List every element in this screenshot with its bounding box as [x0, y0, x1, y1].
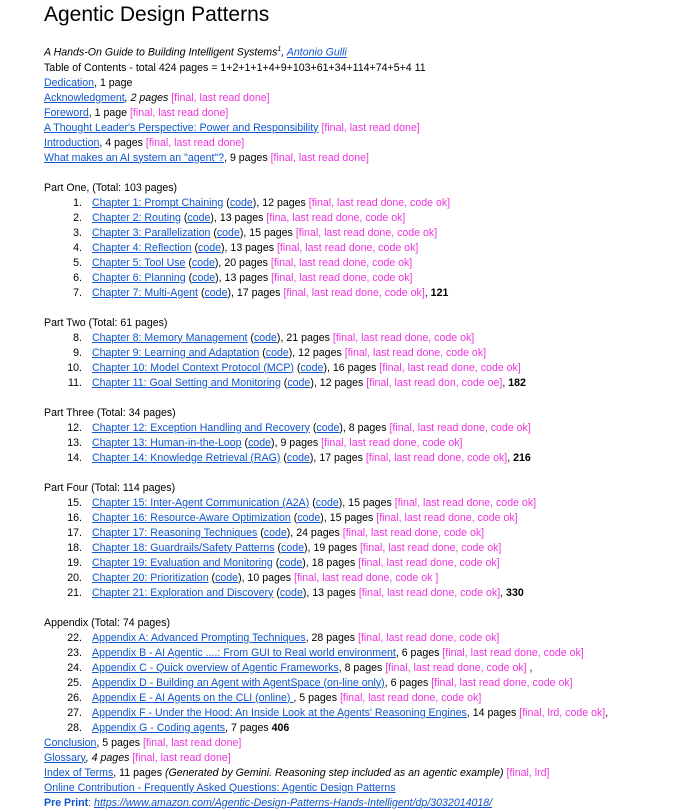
- chapter-pages: 12 pages: [319, 376, 364, 389]
- chapter-number: 18.: [67, 541, 82, 554]
- code-link[interactable]: code: [265, 346, 289, 359]
- appendix-pages: , 6 pages: [384, 676, 432, 689]
- appendix-number: 28.: [67, 721, 82, 734]
- appendix-pages: , 5 pages: [293, 691, 340, 704]
- chapter-item: [44, 541, 694, 556]
- chapter-link[interactable]: Chapter 10: Model Context Protocol (MCP): [92, 361, 294, 374]
- chapter-pages: 20 pages: [224, 256, 268, 269]
- paren-open: (: [241, 436, 249, 449]
- code-link[interactable]: code: [287, 376, 311, 389]
- appendix-pages: , 28 pages: [305, 631, 359, 644]
- paren-open: (: [290, 511, 298, 524]
- appendix-link[interactable]: Appendix G - Coding agents: [92, 721, 226, 734]
- paren-open: (: [293, 361, 301, 374]
- chapter-status: [final, last read done, code ok]: [332, 331, 475, 344]
- appendix-tail: ,: [526, 661, 533, 674]
- chapter-link[interactable]: Chapter 18: Guardrails/Safety Patterns: [92, 541, 275, 554]
- chapter-item: [44, 271, 694, 286]
- chapter-status: [final, last read done, code ok]: [276, 241, 419, 254]
- paren-close: ),: [239, 226, 250, 239]
- paren-open: (: [180, 211, 188, 224]
- chapter-link[interactable]: Chapter 7: Multi-Agent: [92, 286, 198, 299]
- chapter-item: [44, 346, 694, 361]
- chapter-item: [44, 256, 694, 271]
- chapter-item: [44, 286, 694, 301]
- chapter-item: [44, 436, 694, 451]
- appendix-status: [final, last read done, code ok]: [431, 676, 573, 689]
- chapter-link[interactable]: Chapter 11: Goal Setting and Monitoring: [92, 376, 281, 389]
- chapter-pages: 24 pages: [296, 526, 340, 539]
- chapter-status: [final, last read done, code ok]: [359, 541, 502, 554]
- front-matter-item: [44, 91, 694, 106]
- conclusion-link[interactable]: Conclusion: [44, 736, 97, 749]
- code-link[interactable]: code: [286, 451, 310, 464]
- chapter-item: [44, 421, 694, 436]
- paren-close: ),: [271, 436, 281, 449]
- conclusion-pages: , 5 pages: [96, 736, 143, 749]
- paren-close: ),: [286, 526, 297, 539]
- chapter-number: 1.: [73, 196, 82, 209]
- author-link[interactable]: Antonio Gulli: [286, 46, 347, 59]
- paren-open: (: [280, 376, 288, 389]
- paren-close: ),: [252, 196, 263, 209]
- chapter-status: [fina, last read done, code ok]: [266, 211, 406, 224]
- code-link[interactable]: code: [253, 331, 277, 344]
- preprint-separator: :: [88, 796, 95, 809]
- appendix-status: [final, last read done, code ok]: [385, 661, 527, 674]
- chapter-status: [final, last read done, code ok]: [365, 451, 508, 464]
- paren-open: (: [309, 496, 316, 509]
- preprint-url-link[interactable]: https://www.amazon.com/Agentic-Design-Patterns-Hands-Intelligent/dp/3032014018/: [94, 796, 493, 809]
- parts-list: [44, 166, 694, 601]
- paren-close: ),: [238, 571, 248, 584]
- paren-close: ),: [309, 451, 320, 464]
- part-running-total: 182: [508, 376, 526, 389]
- chapter-status: [final, last read done, code ok]: [358, 586, 501, 599]
- appendix-link[interactable]: Appendix E - AI Agents on the CLI (online): [92, 691, 294, 704]
- chapter-item: [44, 226, 694, 241]
- chapter-link[interactable]: Chapter 4: Reflection: [92, 241, 192, 254]
- comma: ,: [507, 451, 514, 464]
- appendix-pages: , 6 pages: [395, 646, 443, 659]
- part-heading: Part Three (Total: 34 pages): [44, 406, 176, 419]
- footnote-marker: 1: [277, 46, 282, 53]
- chapter-item: [44, 196, 694, 211]
- chapter-pages: 17 pages: [236, 286, 281, 299]
- chapter-number: 14.: [67, 451, 82, 464]
- code-link[interactable]: code: [198, 241, 221, 254]
- chapter-pages: 18 pages: [311, 556, 356, 569]
- chapter-link[interactable]: Chapter 17: Reasoning Techniques: [92, 526, 258, 539]
- chapter-pages: 13 pages: [219, 211, 264, 224]
- chapter-status: [final, last read done, code ok]: [283, 286, 425, 299]
- code-link[interactable]: code: [191, 256, 215, 269]
- chapter-status: [final, last read done, code ok]: [358, 556, 500, 569]
- chapter-status: [final, last read done, code ok ]: [294, 571, 439, 584]
- front-matter-item: [44, 151, 694, 166]
- part-running-total: 121: [430, 286, 449, 299]
- appendix-item: [44, 661, 694, 676]
- subtitle-line: [44, 42, 694, 61]
- code-link[interactable]: code: [300, 361, 324, 374]
- chapter-status: [final, last read done, code ok]: [271, 271, 413, 284]
- chapter-item: [44, 586, 694, 601]
- appendix-link[interactable]: Appendix A: Advanced Prompting Techniques: [92, 631, 306, 644]
- appendix-item: [44, 706, 694, 721]
- front-matter-link[interactable]: Foreword: [44, 106, 89, 119]
- front-matter-status: [final, last read done]: [321, 121, 420, 134]
- chapter-pages: 12 pages: [262, 196, 306, 209]
- chapter-number: 11.: [68, 376, 82, 389]
- chapter-item: [44, 211, 694, 226]
- front-matter-item: [44, 106, 694, 121]
- chapter-status: [final, last read done, code ok]: [394, 496, 537, 509]
- appendix-link[interactable]: Appendix B - AI Agentic ....: From GUI to Real world environment: [92, 646, 396, 659]
- code-link[interactable]: code: [297, 511, 321, 524]
- chapter-number: 13.: [67, 436, 82, 449]
- appendix-pages: , 14 pages: [466, 706, 520, 719]
- paren-close: ),: [338, 496, 349, 509]
- paren-open: (: [274, 541, 282, 554]
- preprint-label: Pre Print: [44, 796, 89, 809]
- chapter-status: [final, last read done, code ok]: [342, 526, 485, 539]
- chapter-item: [44, 571, 694, 586]
- paren-close: ),: [310, 376, 320, 389]
- chapter-number: 6.: [73, 271, 82, 284]
- front-matter-item: [44, 121, 694, 136]
- chapter-pages: 15 pages: [329, 511, 374, 524]
- chapter-pages: 15 pages: [249, 226, 293, 239]
- code-link[interactable]: code: [187, 211, 211, 224]
- appendix-number: 26.: [67, 691, 82, 704]
- glossary-link[interactable]: Glossary: [44, 751, 86, 764]
- paren-close: ),: [320, 511, 330, 524]
- chapter-item: [44, 241, 694, 256]
- chapter-link[interactable]: Chapter 3: Parallelization: [92, 226, 211, 239]
- paren-open: (: [198, 286, 205, 299]
- part-heading: Part One, (Total: 103 pages): [44, 181, 178, 194]
- chapter-number: 21.: [67, 586, 82, 599]
- chapter-pages: 16 pages: [332, 361, 377, 374]
- front-matter-link[interactable]: A Thought Leader's Perspective: Power and Responsibility: [44, 121, 319, 134]
- front-matter-link[interactable]: Introduction: [44, 136, 100, 149]
- appendix-status: [final, last read done, code ok]: [339, 691, 482, 704]
- appendix-status: [final, last read done, code ok]: [442, 646, 584, 659]
- paren-open: (: [191, 241, 199, 254]
- chapter-pages: 21 pages: [286, 331, 330, 344]
- code-link[interactable]: code: [315, 496, 339, 509]
- paren-open: (: [247, 331, 254, 344]
- paren-open: (: [273, 586, 280, 599]
- toc-summary: Table of Contents - total 424 pages = 1+2+1+1+4+9+103+61+34+114+74+5+4 11: [44, 61, 426, 74]
- appendix-pages: , 7 pages: [225, 721, 272, 734]
- chapter-pages: 15 pages: [348, 496, 392, 509]
- paren-open: (: [185, 256, 192, 269]
- appendix-number: 22.: [67, 631, 82, 644]
- online-contribution-line: [44, 781, 694, 796]
- front-matter-list: [44, 76, 694, 166]
- appendix-number: 24.: [67, 661, 82, 674]
- paren-close: ),: [276, 331, 287, 344]
- paren-close: ),: [302, 586, 313, 599]
- appendix-item: [44, 676, 694, 691]
- paren-close: ),: [210, 211, 220, 224]
- glossary-pages: , 4 pages: [85, 751, 133, 764]
- chapter-status: [final, last read done, code ok]: [295, 226, 438, 239]
- appendix-link[interactable]: Appendix D - Building an Agent with AgentSpace (on-line only): [92, 676, 385, 689]
- document-title: Agentic Design Patterns: [44, 3, 270, 26]
- chapter-number: 3.: [73, 226, 82, 239]
- part-running-total: 330: [506, 586, 524, 599]
- code-link[interactable]: code: [216, 226, 240, 239]
- paren-open: (: [257, 526, 264, 539]
- spacer: [44, 301, 694, 316]
- appendix-status: [final, last read done, code ok]: [358, 631, 500, 644]
- spacer: [44, 166, 694, 181]
- chapter-number: 16.: [67, 511, 82, 524]
- chapter-link[interactable]: Chapter 20: Prioritization: [92, 571, 209, 584]
- part-running-total: 216: [513, 451, 531, 464]
- paren-close: ),: [304, 541, 314, 554]
- chapter-link[interactable]: Chapter 2: Routing: [92, 211, 181, 224]
- code-link[interactable]: code: [215, 571, 239, 584]
- appendix-list: [44, 631, 694, 736]
- chapter-number: 17.: [67, 526, 82, 539]
- chapter-link[interactable]: Chapter 8: Memory Management: [92, 331, 248, 344]
- paren-close: ),: [221, 241, 231, 254]
- appendix-link[interactable]: Appendix C - Quick overview of Agentic Frameworks: [92, 661, 339, 674]
- chapter-link[interactable]: Chapter 12: Exception Handling and Recovery: [92, 421, 310, 434]
- paren-close: ),: [302, 556, 312, 569]
- chapter-link[interactable]: Chapter 1: Prompt Chaining: [92, 196, 224, 209]
- appendix-number: 23.: [67, 646, 82, 659]
- front-matter-pages: , 4 pages: [99, 136, 146, 149]
- appendix-tail: ,: [605, 706, 609, 719]
- chapter-item: [44, 376, 694, 391]
- chapter-link[interactable]: Chapter 21: Exploration and Discovery: [92, 586, 274, 599]
- appendix-item: [44, 721, 694, 736]
- chapter-pages: 12 pages: [298, 346, 342, 359]
- front-matter-status: [final, last read done]: [145, 136, 245, 149]
- front-matter-pages: , 1 page: [94, 76, 133, 89]
- chapter-item: [44, 511, 694, 526]
- chapter-pages: 13 pages: [230, 241, 275, 254]
- part-heading: Part Two (Total: 61 pages): [44, 316, 168, 329]
- front-matter-pages: , 1 page: [88, 106, 130, 119]
- appendix-status: [final, lrd, code ok]: [519, 706, 606, 719]
- front-matter-status: [final, last read done]: [129, 106, 229, 119]
- chapter-status: [final, last read done, code ok]: [344, 346, 487, 359]
- code-link[interactable]: code: [263, 526, 287, 539]
- paren-open: (: [272, 556, 280, 569]
- chapter-link[interactable]: Chapter 19: Evaluation and Monitoring: [92, 556, 273, 569]
- subtitle-text: A Hands-On Guide to Building Intelligent Systems: [44, 46, 278, 59]
- chapter-pages: 8 pages: [348, 421, 387, 434]
- chapter-link[interactable]: Chapter 15: Inter-Agent Communication (A2A): [92, 496, 310, 509]
- appendix-heading: Appendix (Total: 74 pages): [44, 616, 171, 629]
- chapter-number: 20.: [67, 571, 82, 584]
- chapter-number: 7.: [73, 286, 82, 299]
- paren-close: ),: [227, 286, 237, 299]
- index-note: (Generated by Gemini. Reasoning step included as an agentic example): [164, 766, 504, 779]
- code-link[interactable]: code: [279, 556, 303, 569]
- paren-close: ),: [323, 361, 333, 374]
- chapter-item: [44, 496, 694, 511]
- part-heading: Part Four (Total: 114 pages): [44, 481, 176, 494]
- paren-open: (: [280, 451, 287, 464]
- front-matter-link[interactable]: Dedication: [44, 76, 95, 89]
- chapter-link[interactable]: Chapter 9: Learning and Adaptation: [92, 346, 260, 359]
- conclusion-status: [final, last read done]: [142, 736, 242, 749]
- chapter-pages: 13 pages: [312, 586, 356, 599]
- paren-open: (: [210, 226, 217, 239]
- front-matter-item: [44, 76, 694, 91]
- chapter-link[interactable]: Chapter 5: Tool Use: [92, 256, 186, 269]
- index-pages: , 11 pages: [113, 766, 165, 779]
- comma: ,: [424, 286, 431, 299]
- front-matter-link[interactable]: Acknowledgment: [44, 91, 125, 104]
- chapter-pages: 9 pages: [280, 436, 319, 449]
- chapter-number: 19.: [67, 556, 82, 569]
- chapter-item: [44, 526, 694, 541]
- appendix-pages: , 8 pages: [338, 661, 386, 674]
- paren-close: ),: [214, 256, 225, 269]
- chapter-pages: 19 pages: [313, 541, 358, 554]
- chapter-item: [44, 331, 694, 346]
- chapter-number: 5.: [73, 256, 82, 269]
- chapter-item: [44, 451, 694, 466]
- index-link[interactable]: Index of Terms: [44, 766, 114, 779]
- front-matter-status: [final, last read done]: [171, 91, 270, 104]
- spacer: [44, 601, 694, 616]
- paren-open: (: [259, 346, 266, 359]
- code-link[interactable]: code: [281, 541, 305, 554]
- paren-close: ),: [215, 271, 225, 284]
- chapter-number: 8.: [73, 331, 82, 344]
- chapter-item: [44, 361, 694, 376]
- paren-open: (: [309, 421, 317, 434]
- preprint-line: [44, 796, 694, 811]
- chapter-number: 2.: [73, 211, 82, 224]
- conclusion-line: [44, 736, 694, 751]
- chapter-link[interactable]: Chapter 14: Knowledge Retrieval (RAG): [92, 451, 281, 464]
- chapter-status: [final, last read done, code ok]: [308, 196, 451, 209]
- chapter-pages: 17 pages: [319, 451, 363, 464]
- glossary-status: [final, last read done]: [132, 751, 231, 764]
- grand-running-total: 406: [271, 721, 290, 734]
- chapter-number: 9.: [73, 346, 82, 359]
- index-line: [44, 766, 694, 781]
- chapter-status: [final, last read done, code ok]: [321, 436, 463, 449]
- code-link[interactable]: code: [204, 286, 228, 299]
- front-matter-item: [44, 136, 694, 151]
- chapter-number: 10.: [67, 361, 82, 374]
- chapter-link[interactable]: Chapter 16: Resource-Aware Optimization: [92, 511, 291, 524]
- paren-open: (: [223, 196, 230, 209]
- chapter-item: [44, 556, 694, 571]
- chapter-pages: 10 pages: [247, 571, 292, 584]
- comma: ,: [502, 376, 509, 389]
- paren-open: (: [185, 271, 193, 284]
- chapter-number: 12.: [67, 421, 82, 434]
- appendix-number: 25.: [67, 676, 82, 689]
- code-link[interactable]: code: [316, 421, 340, 434]
- paren-open: (: [208, 571, 216, 584]
- chapter-number: 4.: [73, 241, 82, 254]
- code-link[interactable]: code: [229, 196, 253, 209]
- appendix-link[interactable]: Appendix F - Under the Hood: An Inside Look at the Agents' Reasoning Engines: [92, 706, 467, 719]
- online-contribution-link[interactable]: Online Contribution - Frequently Asked Questions: Agentic Design Patterns: [44, 781, 396, 794]
- chapter-status: [final, last read don, code oe]: [366, 376, 503, 389]
- chapter-status: [final, last read done, code ok]: [270, 256, 413, 269]
- glossary-line: [44, 751, 694, 766]
- chapter-link[interactable]: Chapter 6: Planning: [92, 271, 186, 284]
- code-link[interactable]: code: [248, 436, 272, 449]
- appendix-item: [44, 631, 694, 646]
- chapter-status: [final, last read done, code ok]: [379, 361, 521, 374]
- code-link[interactable]: code: [279, 586, 303, 599]
- chapter-status: [final, last read done, code ok]: [376, 511, 518, 524]
- index-status: [final, lrd]: [506, 766, 550, 779]
- appendix-item: [44, 691, 694, 706]
- paren-close: ),: [288, 346, 299, 359]
- chapter-link[interactable]: Chapter 13: Human-in-the-Loop: [92, 436, 242, 449]
- chapter-pages: 13 pages: [224, 271, 269, 284]
- appendix-item: [44, 646, 694, 661]
- front-matter-status: [final, last read done]: [270, 151, 369, 164]
- chapter-number: 15.: [67, 496, 82, 509]
- front-matter-pages: , 2 pages: [124, 91, 172, 104]
- subtitle-separator: ,: [281, 46, 287, 59]
- chapter-status: [final, last read done, code ok]: [389, 421, 531, 434]
- code-link[interactable]: code: [192, 271, 216, 284]
- paren-close: ),: [339, 421, 349, 434]
- front-matter-link[interactable]: What makes an AI system an "agent"?: [44, 151, 225, 164]
- spacer: [44, 466, 694, 481]
- appendix-number: 27.: [67, 706, 82, 719]
- document: [44, 0, 694, 811]
- front-matter-pages: , 9 pages: [224, 151, 271, 164]
- spacer: [44, 391, 694, 406]
- comma: ,: [500, 586, 507, 599]
